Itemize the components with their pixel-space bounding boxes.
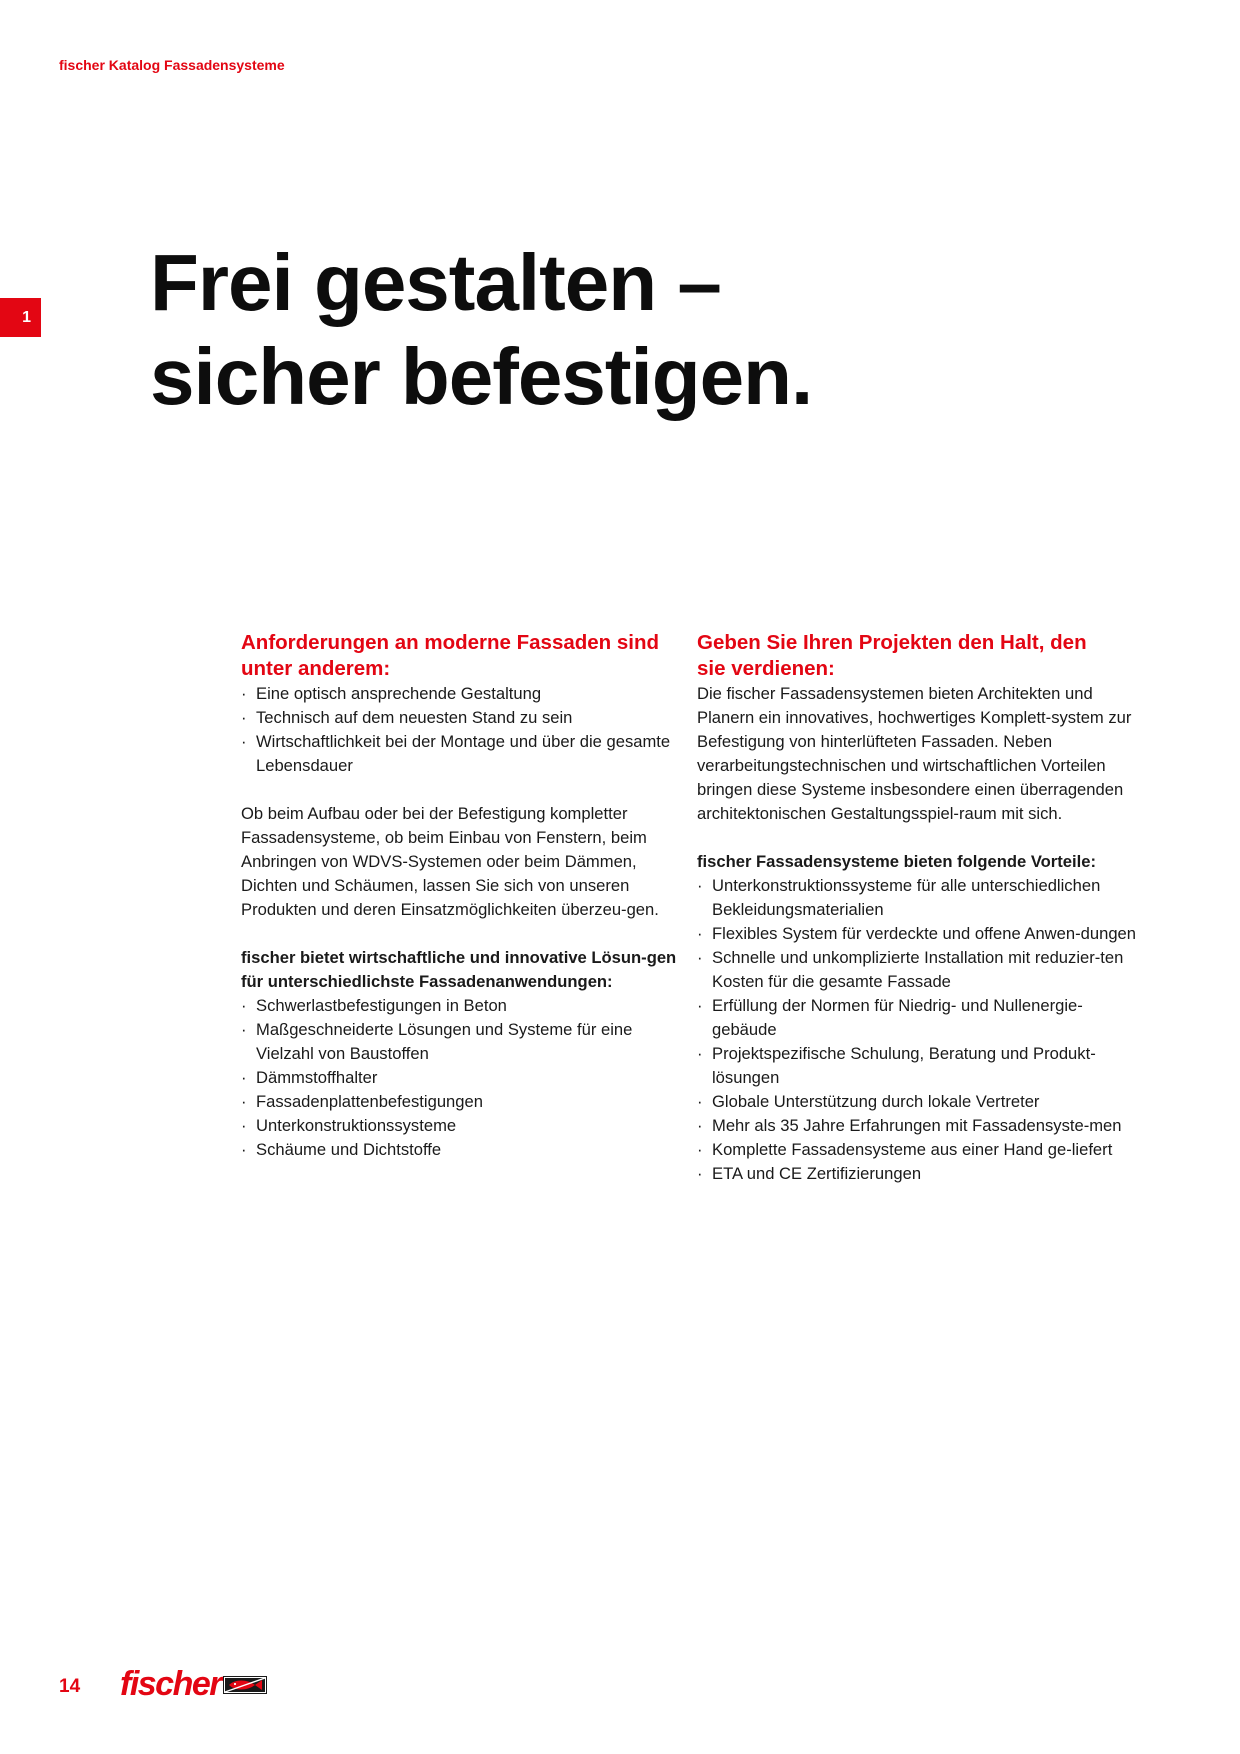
left-body-paragraph: Ob beim Aufbau oder bei der Befestigung kompletter Fassadensysteme, ob beim Einbau von Fenstern, beim Anbringen von WDVS-Systemen oder beim Dämmen, Dichten und Schäumen, lassen Sie sich von unseren Produkten und deren Einsatzmöglichkeiten überzeu-gen. (241, 804, 659, 919)
fischer-fish-badge-icon (223, 1676, 267, 1699)
page-headline (150, 236, 1050, 424)
headline-line-2: sicher befestigen. (150, 332, 813, 421)
list-item: · Dämmstoffhalter (241, 1066, 677, 1090)
list-item: · Schwerlastbefestigungen in Beton (241, 994, 677, 1018)
left-column (241, 630, 677, 1162)
fischer-logo (120, 1664, 267, 1704)
page-number: 14 (59, 1676, 81, 1697)
list-item: · Globale Unterstützung durch lokale Vertreter (697, 1090, 1137, 1114)
running-title: fischer Katalog Fassadensysteme (59, 57, 285, 73)
list-item: · Eine optisch ansprechende Gestaltung (241, 682, 677, 706)
solutions-heading: fischer bietet wirtschaftliche und innovative Lösun-gen für unterschiedlichste Fassadenanwendungen: (241, 948, 677, 991)
requirements-list (241, 682, 677, 778)
list-item: · Schäume und Dichtstoffe (241, 1138, 677, 1162)
left-heading-line-2: unter anderem: (241, 657, 391, 680)
left-column-heading (241, 630, 677, 682)
right-column-heading (697, 630, 1137, 682)
left-heading-line-1: Anforderungen an moderne Fassaden sind (241, 631, 660, 654)
chapter-tab: 1 (0, 298, 41, 337)
solutions-list (241, 994, 677, 1162)
right-heading-line-2: sie verdienen: (697, 657, 835, 680)
list-item: · Maßgeschneiderte Lösungen und Systeme für eine Vielzahl von Baustoffen (241, 1018, 677, 1066)
list-item: · Komplette Fassadensysteme aus einer Hand ge-liefert (697, 1138, 1137, 1162)
list-item: · Technisch auf dem neuesten Stand zu sein (241, 706, 677, 730)
right-column (697, 630, 1137, 1186)
list-item: · Schnelle und unkomplizierte Installation mit reduzier-ten Kosten für die gesamte Fassade (697, 946, 1137, 994)
advantages-heading: fischer Fassadensysteme bieten folgende Vorteile: (697, 852, 1096, 871)
list-item: · Projektspezifische Schulung, Beratung und Produkt-lösungen (697, 1042, 1137, 1090)
list-item: · Unterkonstruktionssysteme (241, 1114, 677, 1138)
logo-wordmark: fischer (120, 1665, 221, 1703)
list-item: · Fassadenplattenbefestigungen (241, 1090, 677, 1114)
right-heading-line-1: Geben Sie Ihren Projekten den Halt, den (697, 631, 1087, 654)
list-item: · Unterkonstruktionssysteme für alle unterschiedlichen Bekleidungsmaterialien (697, 874, 1137, 922)
list-item: · Erfüllung der Normen für Niedrig- und Nullenergie-gebäude (697, 994, 1137, 1042)
list-item: · Mehr als 35 Jahre Erfahrungen mit Fassadensyste-men (697, 1114, 1137, 1138)
list-item: · Wirtschaftlichkeit bei der Montage und über die gesamte Lebensdauer (241, 730, 677, 778)
list-item: · Flexibles System für verdeckte und offene Anwen-dungen (697, 922, 1137, 946)
right-body-paragraph: Die fischer Fassadensystemen bieten Architekten und Planern ein innovatives, hochwertiges Komplett-system zur Befestigung von hinterlüfteten Fassaden. Neben verarbeitungstechnischen und wirtschaftlichen Vorteilen bringen diese Systeme insbesondere einen überragenden architektonischen Gestaltungsspiel-raum mit sich. (697, 684, 1132, 823)
advantages-list (697, 874, 1137, 1186)
list-item: · ETA und CE Zertifizierungen (697, 1162, 1137, 1186)
headline-line-1: Frei gestalten – (150, 238, 721, 327)
